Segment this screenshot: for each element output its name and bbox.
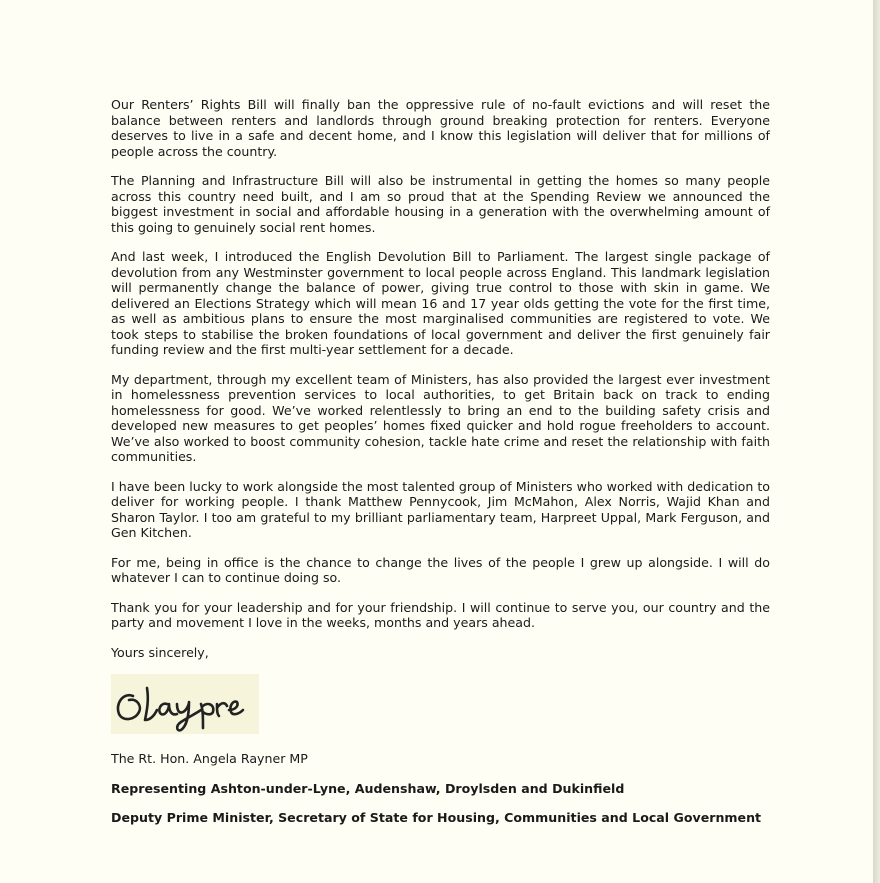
paragraph-being-in-office: For me, being in office is the chance to change the lives of the people I grew up alongside. I will do whatever I can to continue doing so. — [111, 554, 770, 585]
paragraph-department: My department, through my excellent team of Ministers, has also provided the largest ever investment in homelessness prevention services to local authorities, to get Britain back on track to ending homelessness for good. We’ve worked relentlessly to bring an end to the building safety crisis and developed new measures to get peoples’ homes fixed quicker and hold rogue freeholders to account. We’ve also worked to boost community cohesion, tackle hate crime and reset the relationship with faith communities. — [111, 371, 770, 464]
signature — [111, 674, 259, 734]
closing: Yours sincerely, — [111, 644, 209, 660]
letter-body — [111, 97, 770, 840]
paragraph-ministers-thanks: I have been lucky to work alongside the most talented group of Ministers who worked with dedication to deliver for working people. I thank Matthew Pennycook, Jim McMahon, Alex Norris, Wajid Khan and Sharon Taylor. I too am grateful to my brilliant parliamentary team, Harpreet Uppal, Mark Ferguson, and Gen Kitchen. — [111, 478, 770, 540]
paragraph-renters-rights: Our Renters’ Rights Bill will finally ban the oppressive rule of no-fault evictions and will reset the balance between renters and landlords through ground breaking protection for renters. Everyone deserves to live in a safe and decent home, and I know this legislation will deliver that for millions of people across the country. — [111, 97, 770, 159]
signature-scribble — [111, 674, 259, 734]
signatory-position: Deputy Prime Minister, Secretary of State for Housing, Communities and Local Government — [111, 810, 762, 825]
page-edge — [873, 0, 880, 883]
signatory-name: The Rt. Hon. Angela Rayner MP — [111, 751, 308, 766]
paragraph-planning-bill: The Planning and Infrastructure Bill will also be instrumental in getting the homes so many people across this country need built, and I am so proud that at the Spending Review we announced the biggest investment in social and affordable housing in a generation with the overwhelming amount of this going to genuinely social rent homes. — [111, 173, 770, 235]
paragraph-devolution-bill: And last week, I introduced the English Devolution Bill to Parliament. The largest single package of devolution from any Westminster government to local people across England. This landmark legislation will permanently change the balance of power, giving true control to those with skin in game. We delivered an Elections Strategy which will mean 16 and 17 year olds getting the vote for the first time, as well as ambitious plans to ensure the most marginalised communities are registered to vote. We took steps to stabilise the broken foundations of local government and deliver the first genuinely fair funding review and the first multi-year settlement for a decade. — [111, 249, 770, 357]
signatory-constituency: Representing Ashton-under-Lyne, Audenshaw, Droylsden and Dukinfield — [111, 780, 625, 796]
paragraph-thank-you: Thank you for your leadership and for your friendship. I will continue to serve you, our country and the party and movement I love in the weeks, months and years ahead. — [111, 599, 770, 630]
